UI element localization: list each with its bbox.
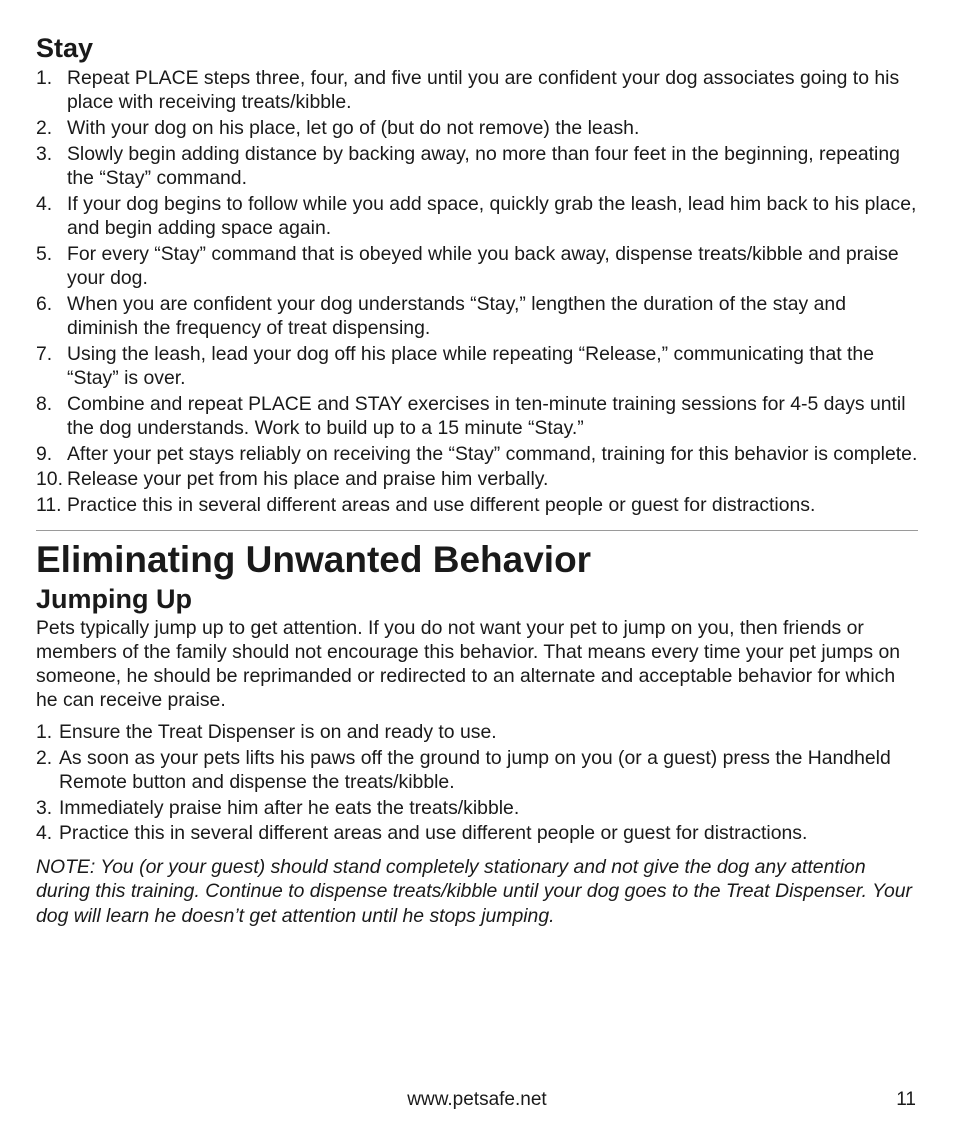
step-number: 5. xyxy=(36,242,53,265)
jumping-step xyxy=(36,746,918,795)
step-number: 2. xyxy=(36,746,53,769)
step-number: 7. xyxy=(36,342,53,365)
step-text: Combine and repeat PLACE and STAY exercises in ten-minute training sessions for 4-5 days until the dog understands. Work to build up to a 15 minute “Stay.” xyxy=(67,392,906,439)
stay-step xyxy=(36,292,918,341)
section-heading: Eliminating Unwanted Behavior xyxy=(36,539,592,581)
training-note: NOTE: You (or your guest) should stand completely stationary and not give the dog any attention during this training. Continue to dispense treats/kibble until your dog goes to the Treat Dispenser. Your dog will learn he doesn’t get attention until he stops jumping. xyxy=(36,855,912,927)
step-text: With your dog on his place, let go of (but do not remove) the leash. xyxy=(67,117,640,139)
stay-step xyxy=(36,192,918,241)
step-text: As soon as your pets lifts his paws off the ground to jump on you (or a guest) press the Handheld Remote button and dispense the treats/kibble. xyxy=(59,746,891,794)
stay-step xyxy=(36,66,918,115)
step-number: 10. xyxy=(36,468,63,491)
step-number: 1. xyxy=(36,67,53,89)
page-content xyxy=(36,30,918,928)
step-number: 8. xyxy=(36,392,53,415)
step-text: After your pet stays reliably on receiving the “Stay” command, training for this behavior is complete. xyxy=(67,442,918,465)
step-number: 4. xyxy=(36,192,53,215)
step-number: 2. xyxy=(36,117,53,139)
stay-step xyxy=(36,392,918,441)
stay-step xyxy=(36,493,918,517)
step-number: 6. xyxy=(36,292,53,315)
jumping-intro-paragraph: Pets typically jump up to get attention. If you do not want your pet to jump on you, then friends or members of the family should not encourage this behavior. That means every time your pet jumps on someone, he should be reprimanded or redirected to an alternate and acceptable behavior for which he can receive praise. xyxy=(36,617,901,712)
step-text: Using the leash, lead your dog off his place while repeating “Release,” communicating that the “Stay” is over. xyxy=(67,342,874,389)
step-text: Practice this in several different areas and use different people or guest for distractions. xyxy=(59,822,808,845)
step-text: If your dog begins to follow while you add space, quickly grab the leash, lead him back to his place, and begin adding space again. xyxy=(67,192,917,239)
stay-heading: Stay xyxy=(36,33,94,63)
step-number: 3. xyxy=(36,796,53,819)
jumping-steps-list xyxy=(36,720,918,846)
stay-step xyxy=(36,116,918,140)
step-text: When you are confident your dog understands “Stay,” lengthen the duration of the stay and diminish the frequency of treat dispensing. xyxy=(67,292,846,339)
stay-step xyxy=(36,442,918,466)
step-number: 9. xyxy=(36,442,53,465)
step-number: 11. xyxy=(36,493,62,516)
step-text: Repeat PLACE steps three, four, and five until you are confident your dog associates going to his place with receiving treats/kibble. xyxy=(67,67,900,114)
footer-website-link: www.petsafe.net xyxy=(407,1089,547,1110)
step-number: 1. xyxy=(36,721,53,744)
stay-step xyxy=(36,342,918,391)
step-text: For every “Stay” command that is obeyed while you back away, dispense treats/kibble and praise your dog. xyxy=(67,242,899,289)
stay-steps-list xyxy=(36,66,918,517)
stay-step xyxy=(36,242,918,291)
step-text: Release your pet from his place and praise him verbally. xyxy=(67,468,549,491)
step-text: Practice this in several different areas and use different people or guest for distractions. xyxy=(67,493,816,516)
stay-step xyxy=(36,467,918,491)
step-number: 3. xyxy=(36,142,53,165)
step-text: Immediately praise him after he eats the treats/kibble. xyxy=(59,796,520,819)
step-text: Slowly begin adding distance by backing away, no more than four feet in the beginning, repeating the “Stay” command. xyxy=(67,142,900,189)
page-number: 11 xyxy=(896,1089,916,1110)
jumping-step xyxy=(36,720,918,744)
jumping-step xyxy=(36,796,918,820)
jumping-step xyxy=(36,821,918,845)
jumping-up-heading: Jumping Up xyxy=(36,584,192,615)
stay-step xyxy=(36,142,918,191)
step-number: 4. xyxy=(36,822,53,845)
section-divider xyxy=(36,530,918,531)
step-text: Ensure the Treat Dispenser is on and ready to use. xyxy=(59,721,497,744)
